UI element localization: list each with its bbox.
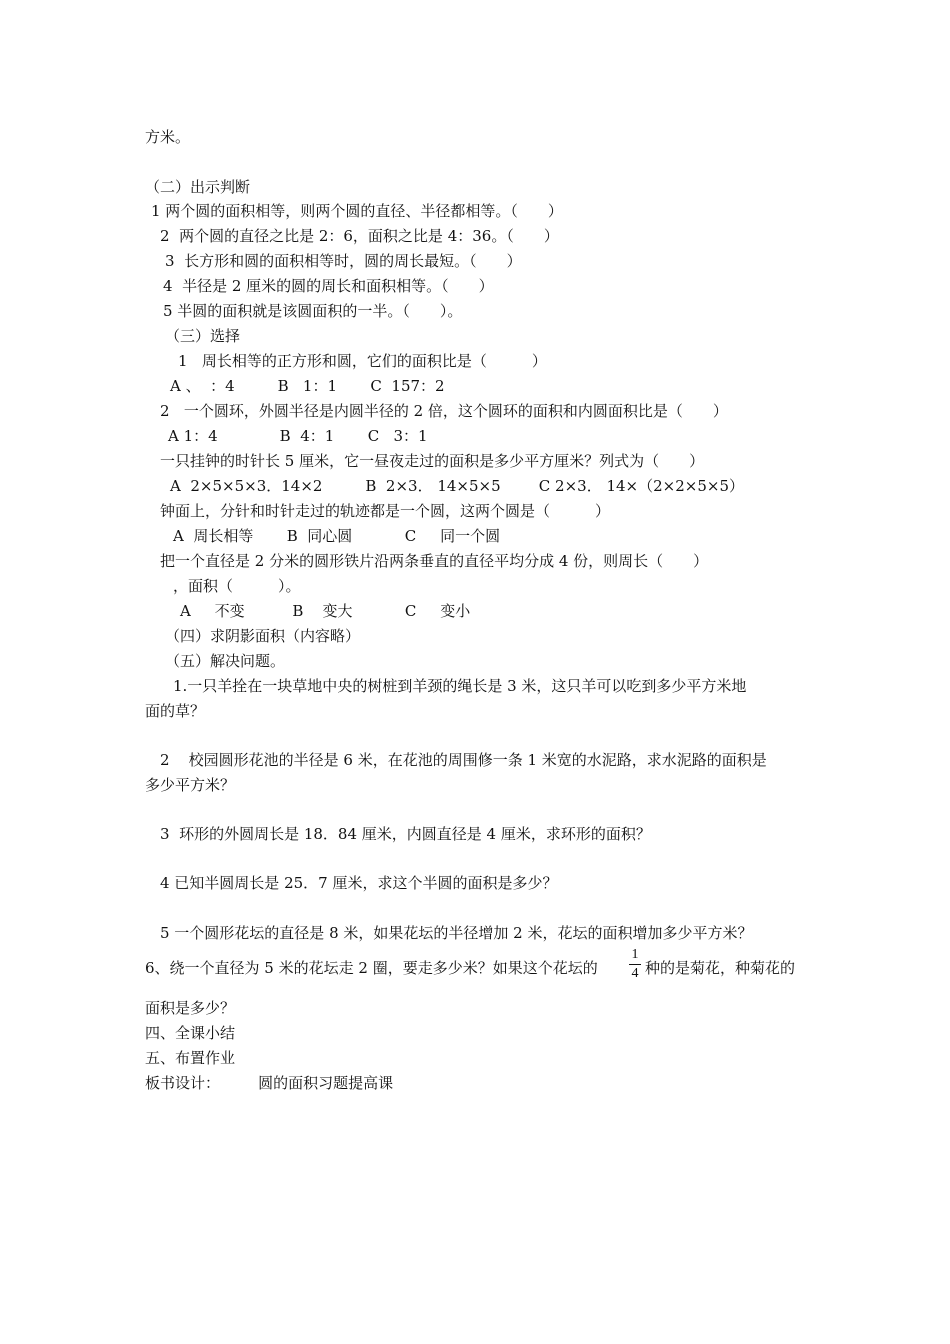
choice-options: A 2×5×5×3．14×2 B 2×3． 14×5×5 C 2×3． 14×（2×2×5×5） (170, 477, 744, 495)
choice-question: 把一个直径是 2 分米的圆形铁片沿两条垂直的直径平均分成 4 份，则周长（ ） (160, 552, 709, 570)
fraction-one-quarter (629, 947, 641, 982)
judgment-item: 5 半圆的面积就是该圆面积的一半。（ ）。 (163, 302, 463, 320)
choice-question: 1 周长相等的正方形和圆，它们的面积比是（ ） (178, 352, 547, 370)
problem-text: 1.一只羊拴在一块草地中央的树桩到羊颈的绳长是 3 米，这只羊可以吃到多少平方米地 (173, 677, 747, 695)
fraction-denominator: 4 (631, 966, 639, 981)
problem-text: 5 一个圆形花坛的直径是 8 米，如果花坛的半径增加 2 米，花坛的面积增加多少平方米？ (160, 924, 753, 942)
section-heading: 五、布置作业 (145, 1049, 236, 1067)
board-design: 板书设计： 圆的面积习题提高课 (145, 1074, 394, 1092)
section-heading: （五）解决问题。 (165, 652, 286, 670)
fraction-bar (629, 964, 641, 965)
section-heading: 四、全课小结 (145, 1024, 236, 1042)
choice-question: ，面积（ ）。 (173, 577, 301, 595)
choice-question: 2 一个圆环，外圆半径是内圆半径的 2 倍，这个圆环的面积和内圆面积比是（ ） (160, 402, 728, 420)
section-heading: （二）出示判断 (145, 178, 251, 196)
fraction-numerator: 1 (631, 947, 639, 962)
problem-text: 6、绕一个直径为 5 米的花坛走 2 圈，要走多少米？如果这个花坛的 (145, 959, 598, 977)
problem-text: 4 已知半圆周长是 25．7 厘米，求这个半圆的面积是多少？ (160, 874, 558, 892)
section-heading: （三）选择 (165, 327, 241, 345)
choice-options: A 周长相等 B 同心圆 C 同一个圆 (173, 527, 501, 545)
choice-options: A 不变 B 变大 C 变小 (180, 602, 471, 620)
judgment-item: 3 长方形和圆的面积相等时，圆的周长最短。（ ） (165, 252, 522, 270)
problem-text: 3 环形的外圆周长是 18．84 厘米，内圆直径是 4 厘米，求环形的面积？ (160, 825, 651, 843)
choice-options: A 1：4 B 4：1 C 3：1 (168, 427, 428, 445)
problem-text: 2 校园圆形花池的半径是 6 米，在花池的周围修一条 1 米宽的水泥路，求水泥路的面积是 (160, 751, 767, 769)
judgment-item: 2 两个圆的直径之比是 2：6，面积之比是 4：36。（ ） (160, 227, 559, 245)
problem-text: 多少平方米？ (145, 776, 236, 794)
section-heading: （四）求阴影面积（内容略） (165, 627, 361, 645)
choice-options: A 、 ：4 B 1：1 C 157：2 (170, 377, 445, 395)
judgment-item: 4 半径是 2 厘米的圆的周长和面积相等。（ ） (163, 277, 494, 295)
choice-question: 一只挂钟的时针长 5 厘米，它一昼夜走过的面积是多少平方厘米？列式为（ ） (160, 452, 705, 470)
problem-text: 面的草？ (145, 702, 206, 720)
text-line: 方米。 (145, 128, 191, 146)
problem-text: 种的是菊花，种菊花的 (645, 959, 796, 977)
judgment-item: 1 两个圆的面积相等，则两个圆的直径、半径都相等。（ ） (151, 202, 563, 220)
choice-question: 钟面上，分针和时针走过的轨迹都是一个圆，这两个圆是（ ） (160, 502, 611, 520)
problem-text: 面积是多少？ (145, 999, 236, 1017)
